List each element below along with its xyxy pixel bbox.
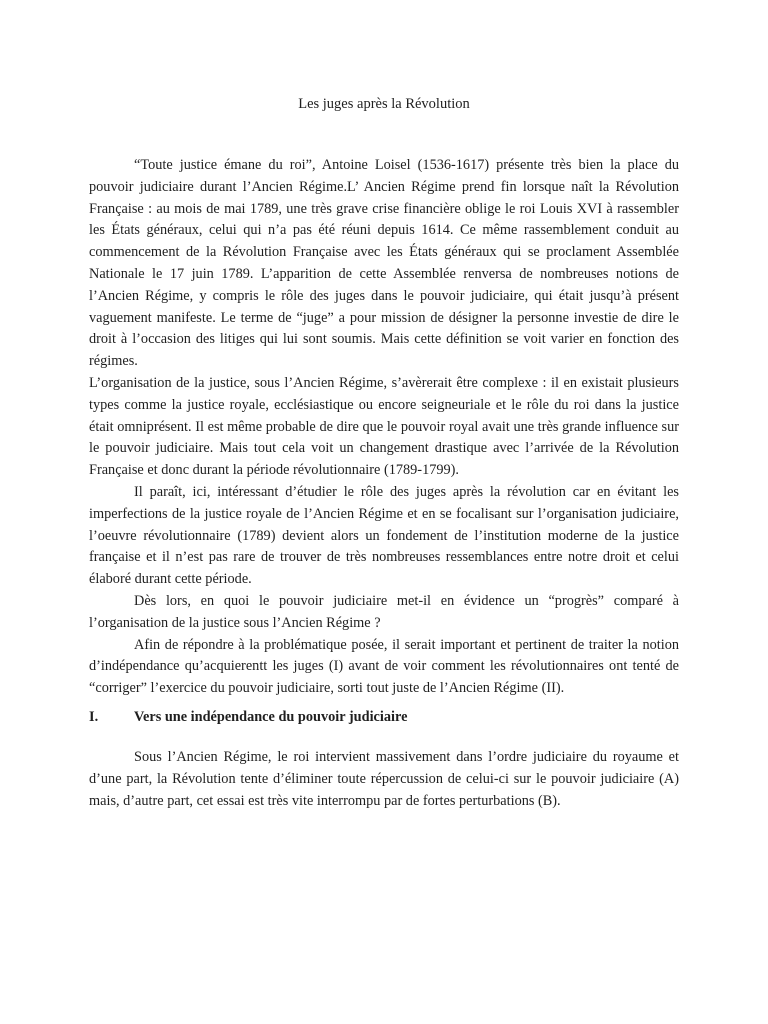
section-body bbox=[89, 747, 679, 812]
section-heading bbox=[89, 707, 679, 727]
intro-paragraph-2: L’organisation de la justice, sous l’Ancien Régime, s’avèrerait être complexe : il en existait plusieurs types comme la justice royale, ecclésiastique ou encore seigneuriale et le rôle du roi dans la justice était omniprésent. Il est même probable de dire que le pouvoir royal avait une très grande influence sur le pouvoir judiciaire. Mais tout cela voit un changement drastique avec l’arrivée de la Révolution Française et donc durant la période révolutionnaire (1789-1799). bbox=[89, 374, 679, 479]
intro-paragraph-1: “Toute justice émane du roi”, Antoine Loisel (1536-1617) présente très bien la place du pouvoir judiciaire durant l’Ancien Régime.L’ Ancien Régime prend fin lorsque naît la Révolution Française : au mois de mai 1789, une très grave crise financière oblige le roi Louis XVI à rassembler les États généraux, celui qui n’a pas été réuni depuis 1614. Ce même rassemblement conduit au commencement de la Révolution Française avec les États généraux qui se proclament Assemblée Nationale le 17 juin 1789. L’apparition de cette Assemblée renversa de nombreuses notions de l’Ancien Régime, y compris le rôle des juges dans le pouvoir judiciaire, qui était jusqu’à présent vaguement manifeste. Le terme de “juge” a pour mission de désigner la personne investie de dire le droit à l’occasion des litiges qui lui sont soumis. Mais cette définition se voit varier en fonction des régimes. bbox=[89, 157, 679, 370]
intro-paragraph-3: Il paraît, ici, intéressant d’étudier le rôle des juges après la révolution car en évitant les imperfections de la justice royale de l’Ancien Régime et en se focalisant sur l’organisation judiciaire, l’oeuvre révolutionnaire (1789) devient alors un fondement de l’institution moderne de la justice française et il n’est pas rare de trouver de très nombreuses ressemblances entre notre droit et celui élaboré durant cette période. bbox=[89, 483, 679, 588]
document-title: Les juges après la Révolution bbox=[298, 96, 470, 112]
section-title: Vers une indépendance du pouvoir judiciaire bbox=[134, 709, 408, 725]
plan-paragraph: Afin de répondre à la problématique posée, il serait important et pertinent de traiter la notion d’indépendance qu’acquierentt les juges (I) avant de voir comment les révolutionnaires ont tenté de “corriger” l’exercice du pouvoir judiciaire, sorti tout juste de l’Ancien Régime (II). bbox=[89, 636, 679, 697]
introduction bbox=[89, 155, 679, 700]
section-number: I. bbox=[89, 709, 99, 725]
problematique-paragraph: Dès lors, en quoi le pouvoir judiciaire met-il en évidence un “progrès” comparé à l’organisation de la justice sous l’Ancien Régime ? bbox=[89, 592, 679, 631]
section-paragraph: Sous l’Ancien Régime, le roi intervient massivement dans l’ordre judiciaire du royaume et d’une part, la Révolution tente d’éliminer toute répercussion de celui-ci sur le pouvoir judiciaire (A) mais, d’autre part, cet essai est très vite interrompu par de fortes perturbations (B). bbox=[89, 749, 679, 809]
